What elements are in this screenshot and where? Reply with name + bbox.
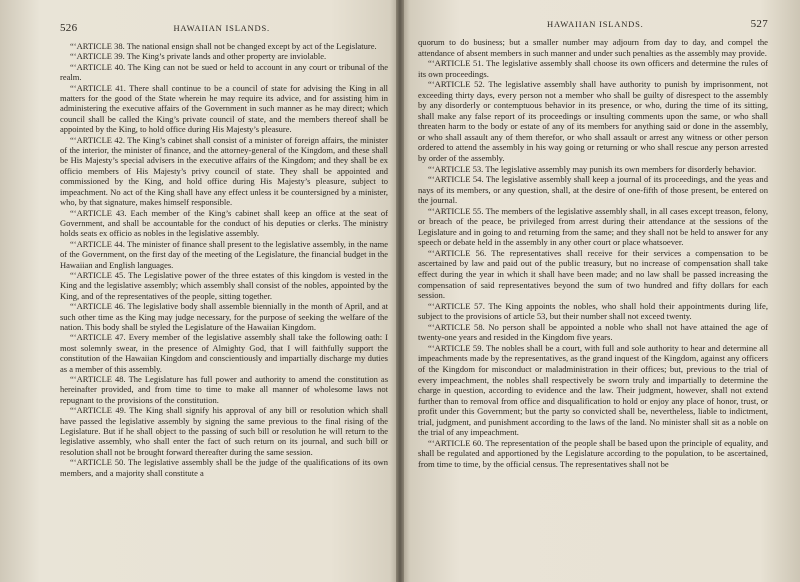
article-47: “‘ARTICLE 47. Every member of the legislative assembly shall take the following oath: I most solemnly swear, in the presence of Almighty God, that I will faithfully support the constitution of the Hawaiian Kingdom and conscientiously and impartially discharge my duties as a member of this assembly. (60, 332, 388, 374)
article-42: “‘ARTICLE 42. The King’s cabinet shall consist of a minister of foreign affairs, the minister of the interior, the minister of finance, and the attorney-general of the Kingdom, and these shall be His Majesty’s special advisers in the executive affairs of the Kingdom; and they shall be ex officio members of His Majesty’s privy council of state. They shall be appointed and commissioned by the King, and hold office during His Majesty’s pleasure, subject to impeachment. No act of the King shall have any effect unless it be countersigned by a minister, who, by that signature, makes himself responsible. (60, 134, 388, 208)
article-60: “‘ARTICLE 60. The representation of the people shall be based upon the principle of equality, and shall be regulated and apportioned by the Legislature according to the population, to be ascertained, from time to time, by the official census. The representatives shall not be (418, 437, 768, 469)
article-44: “‘ARTICLE 44. The minister of finance shall present to the legislative assembly, in the name of the Government, on the first day of the meeting of the Legislature, the financial budget in the Hawaiian and English languages. (60, 238, 388, 270)
right-running-title: HAWAIIAN ISLANDS. (547, 19, 644, 29)
article-53: “‘ARTICLE 53. The legislative assembly may punish its own members for disorderly behavior. (428, 163, 757, 174)
right-running-head (418, 18, 768, 30)
article-57: “‘ARTICLE 57. The King appoints the nobles, who shall hold their appointments during life, subject to the provisions of article 53, but their number shall not exceed twenty. (418, 300, 768, 322)
article-58: “‘ARTICLE 58. No person shall be appointed a noble who shall not have attained the age of twenty-one years and resided in the Kingdom five years. (418, 321, 768, 343)
book-gutter (396, 0, 404, 582)
article-39: “‘ARTICLE 39. The King’s private lands and other property are inviolable. (70, 51, 327, 62)
article-38: “‘ARTICLE 38. The national ensign shall not be changed except by act of the Legislature. (70, 41, 377, 51)
article-51: “‘ARTICLE 51. The legislative assembly shall choose its own officers and determine the rules of its own proceedings. (418, 58, 768, 79)
article-59: “‘ARTICLE 59. The nobles shall be a court, with full and sole authority to hear and determine all impeachments made by the representatives, as the grand inquest of the Kingdom, against any officers of the Kingdom for misconduct or maladministration in their offices; but, previous to the trial of every impeachment, the nobles shall respectively be sworn truly and impartially to determine the charge in question, according to evidence and the law. Their judgment, however, shall not extend further than to removal from office and disqualification to hold or enjoy any place of honor, trust, or profit under this Government; but the party so convicted shall be, nevertheless, liable to indictment, trial, judgment, and punishment according to the laws of the land. No minister shall sit as a noble on the trial of any impeachment. (418, 342, 768, 438)
right-page-text (418, 37, 768, 469)
article-46: “‘ARTICLE 46. The legislative body shall assemble biennially in the month of April, and at such other time as the King may judge necessary, for the purpose of seeking the welfare of the nation. This body shall be styled the Legislature of the Hawaiian Kingdom. (60, 301, 388, 332)
article-56: “‘ARTICLE 56. The representatives shall receive for their services a compensation to be ascertained by law and paid out of the public treasury, but no increase of compensation shall take effect during the year in which it shall have been made; and no law shall be passed increasing the compensation of said representatives beyond the sum of two hundred and fifty dollars for each session. (418, 247, 768, 301)
article-54: “‘ARTICLE 54. The legislative assembly shall keep a journal of its proceedings, and the yeas and nays of its members, or any question, shall, at the desire of one-fifth of those present, be entered on the journal. (418, 174, 768, 206)
left-running-head (60, 22, 388, 34)
left-running-title: HAWAIIAN ISLANDS. (173, 23, 270, 33)
right-page-number: 527 (750, 18, 768, 30)
right-page (400, 0, 800, 582)
article-41: “‘ARTICLE 41. There shall continue to be a council of state for advising the King in all matters for the good of the State wherein he may require its advice, and for assisting him in administering the executive affairs of the Government in such manner as he may direct; which council shall be called the King’s private council of state, and the members thereof shall be appointed by the King, to hold office during His Majesty’s pleasure. (60, 82, 388, 135)
article-48: “‘ARTICLE 48. The Legislature has full power and authority to amend the constitution as hereinafter provided, and from time to time to make all manner of wholesome laws not repugnant to the provisions of the constitution. (60, 374, 388, 405)
left-page-number: 526 (60, 22, 78, 34)
article-50-continuation: quorum to do business; but a smaller number may adjourn from day to day, and compel the attendance of absent members in such manner and under such penalties as the assembly may provide. (418, 37, 768, 58)
article-52: “‘ARTICLE 52. The legislative assembly shall have authority to punish by imprisonment, not exceeding thirty days, every person not a member who shall be guilty of disrespect to the assembly by any disorderly or contemptuous behavior in its presence, or who, during the time of its sitting, shall make any false report of its proceedings or insulting comments upon the same, or who shall threaten harm to the body or estate of any of its members for anything said or done in the assembly, or who shall assault any of them therefor, or who shall assault or arrest any witness or other person ordered to attend the assembly in his way going or returning or who shall rescue any person arrested by order of the assembly. (418, 79, 768, 164)
left-page-text (60, 41, 388, 478)
article-43: “‘ARTICLE 43. Each member of the King’s cabinet shall keep an office at the seat of Government, and shall be accountable for the conduct of his deputies or clerks. The ministry holds seats ex officio as nobles in the legislative assembly. (60, 207, 388, 239)
article-40: “‘ARTICLE 40. The King can not be sued or held to account in any court or tribunal of the realm. (60, 61, 388, 83)
article-45: “‘ARTICLE 45. The Legislative power of the three estates of this kingdom is vested in the King and the legislative assembly; which assembly shall consist of the nobles, appointed by the King, and of the representatives of the people, sitting together. (60, 269, 388, 301)
article-50: “‘ARTICLE 50. The legislative assembly shall be the judge of the qualifications of its own members, and a majority shall constitute a (60, 457, 388, 478)
article-49: “‘ARTICLE 49. The King shall signify his approval of any bill or resolution which shall have passed the legislative assembly by signing the same previous to the final rising of the Legislature. But if he shall object to the passing of such bill or resolution he will return to the legislative assembly, who shall enter the fact of such return on its journal, and such bill or resolution shall not be brought forward thereafter during the same session. (60, 405, 388, 457)
article-55: “‘ARTICLE 55. The members of the legislative assembly shall, in all cases except treason, felony, or breach of the peace, be privileged from arrest during their attendance at the sessions of the Legislature and in going to and returning from the same; and they shall not be held to answer for any speech or debate held in the assembly in any other court or place whatsoever. (418, 205, 768, 248)
